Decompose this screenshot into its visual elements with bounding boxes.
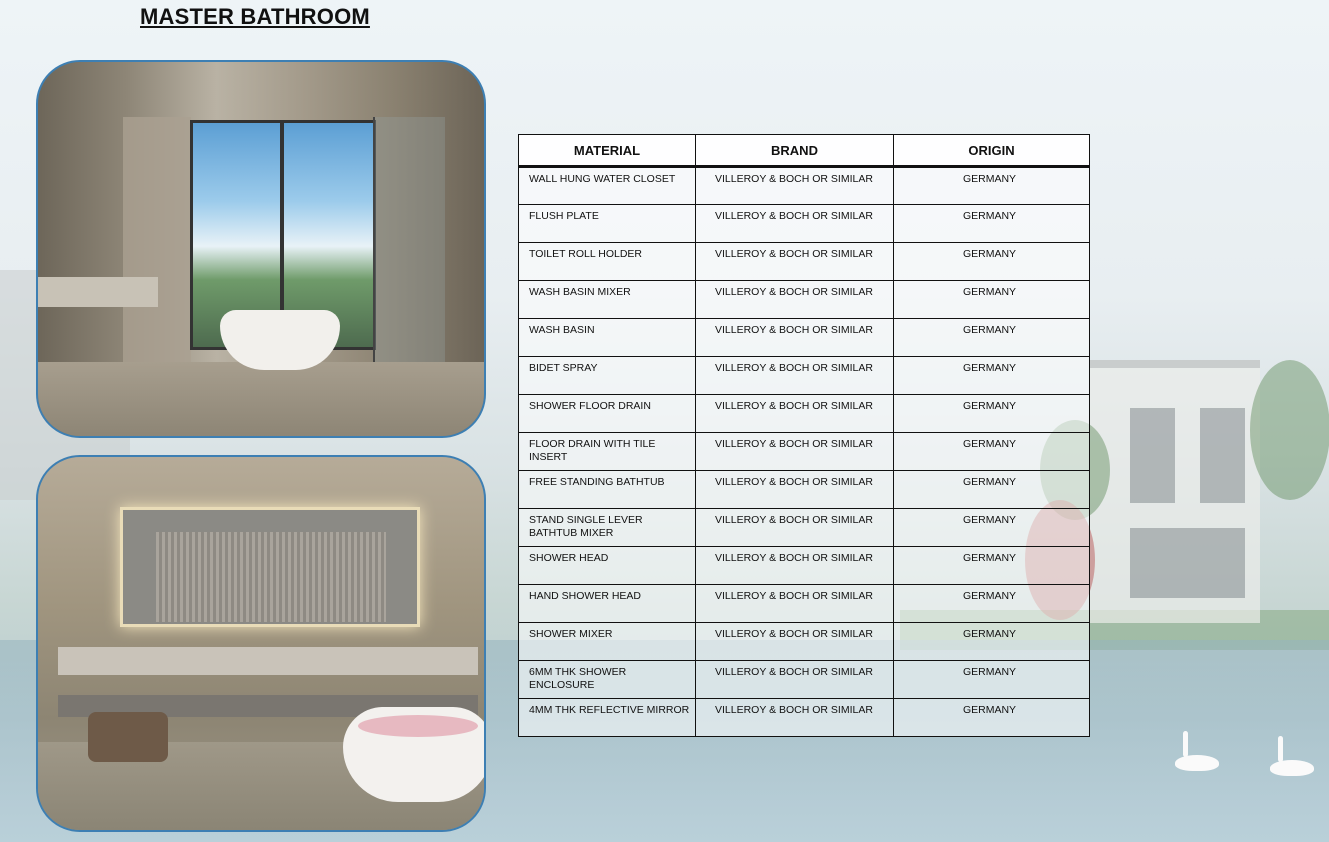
cell-origin: GERMANY — [894, 395, 1090, 433]
table-header-row — [519, 135, 1090, 167]
table-row — [519, 471, 1090, 509]
cell-material: SHOWER HEAD — [519, 547, 696, 585]
table-row — [519, 661, 1090, 699]
vanity-counter — [58, 647, 478, 675]
page-title: MASTER BATHROOM — [140, 4, 370, 29]
table-row — [519, 699, 1090, 737]
cell-brand: VILLEROY & BOCH OR SIMILAR — [696, 319, 894, 357]
table-row — [519, 395, 1090, 433]
cell-origin: GERMANY — [894, 433, 1090, 471]
table-row — [519, 509, 1090, 547]
vanity-counter — [38, 277, 158, 307]
cell-brand: VILLEROY & BOCH OR SIMILAR — [696, 205, 894, 243]
cell-origin: GERMANY — [894, 699, 1090, 737]
cell-origin: GERMANY — [894, 281, 1090, 319]
table-row — [519, 357, 1090, 395]
cell-brand: VILLEROY & BOCH OR SIMILAR — [696, 585, 894, 623]
table-row — [519, 205, 1090, 243]
cell-material: FLOOR DRAIN WITH TILE INSERT — [519, 433, 696, 471]
cell-origin: GERMANY — [894, 471, 1090, 509]
cell-brand: VILLEROY & BOCH OR SIMILAR — [696, 699, 894, 737]
cell-origin: GERMANY — [894, 509, 1090, 547]
cell-material: WALL HUNG WATER CLOSET — [519, 167, 696, 205]
cell-brand: VILLEROY & BOCH OR SIMILAR — [696, 661, 894, 699]
cell-brand: VILLEROY & BOCH OR SIMILAR — [696, 357, 894, 395]
cell-brand: VILLEROY & BOCH OR SIMILAR — [696, 433, 894, 471]
table-row — [519, 319, 1090, 357]
cell-material: TOILET ROLL HOLDER — [519, 243, 696, 281]
table-row — [519, 547, 1090, 585]
header-brand: BRAND — [696, 135, 894, 167]
cell-brand: VILLEROY & BOCH OR SIMILAR — [696, 395, 894, 433]
cell-material: FREE STANDING BATHTUB — [519, 471, 696, 509]
cell-material: BIDET SPRAY — [519, 357, 696, 395]
header-origin: ORIGIN — [894, 135, 1090, 167]
cell-material: SHOWER MIXER — [519, 623, 696, 661]
cell-material: HAND SHOWER HEAD — [519, 585, 696, 623]
materials-spec-table — [518, 134, 1090, 737]
cell-material: FLUSH PLATE — [519, 205, 696, 243]
cell-origin: GERMANY — [894, 585, 1090, 623]
table-body — [519, 167, 1090, 737]
table-row — [519, 167, 1090, 205]
cell-material: WASH BASIN MIXER — [519, 281, 696, 319]
cell-origin: GERMANY — [894, 357, 1090, 395]
table-row — [519, 243, 1090, 281]
table-row — [519, 585, 1090, 623]
bathroom-photo-2 — [36, 455, 486, 832]
rose-petals — [358, 715, 478, 737]
cell-origin: GERMANY — [894, 243, 1090, 281]
cell-material: 4MM THK REFLECTIVE MIRROR — [519, 699, 696, 737]
table-row — [519, 281, 1090, 319]
cell-origin: GERMANY — [894, 205, 1090, 243]
cell-brand: VILLEROY & BOCH OR SIMILAR — [696, 167, 894, 205]
cell-material: WASH BASIN — [519, 319, 696, 357]
cell-brand: VILLEROY & BOCH OR SIMILAR — [696, 281, 894, 319]
cell-brand: VILLEROY & BOCH OR SIMILAR — [696, 547, 894, 585]
cell-brand: VILLEROY & BOCH OR SIMILAR — [696, 623, 894, 661]
cell-origin: GERMANY — [894, 623, 1090, 661]
background-tree — [1250, 360, 1329, 500]
table-row — [519, 433, 1090, 471]
cell-material: STAND SINGLE LEVER BATHTUB MIXER — [519, 509, 696, 547]
swan-icon — [1175, 755, 1219, 771]
cell-origin: GERMANY — [894, 547, 1090, 585]
bathroom-photo-1 — [36, 60, 486, 438]
header-material: MATERIAL — [519, 135, 696, 167]
cell-brand: VILLEROY & BOCH OR SIMILAR — [696, 243, 894, 281]
cell-origin: GERMANY — [894, 319, 1090, 357]
cell-material: SHOWER FLOOR DRAIN — [519, 395, 696, 433]
cell-material: 6MM THK SHOWER ENCLOSURE — [519, 661, 696, 699]
cell-origin: GERMANY — [894, 661, 1090, 699]
cell-brand: VILLEROY & BOCH OR SIMILAR — [696, 509, 894, 547]
freestanding-bathtub — [220, 310, 340, 370]
swan-icon — [1270, 760, 1314, 776]
cell-brand: VILLEROY & BOCH OR SIMILAR — [696, 471, 894, 509]
background-villa-right — [1090, 360, 1260, 623]
pouf — [88, 712, 168, 762]
cell-origin: GERMANY — [894, 167, 1090, 205]
floor — [38, 362, 484, 438]
table-row — [519, 623, 1090, 661]
